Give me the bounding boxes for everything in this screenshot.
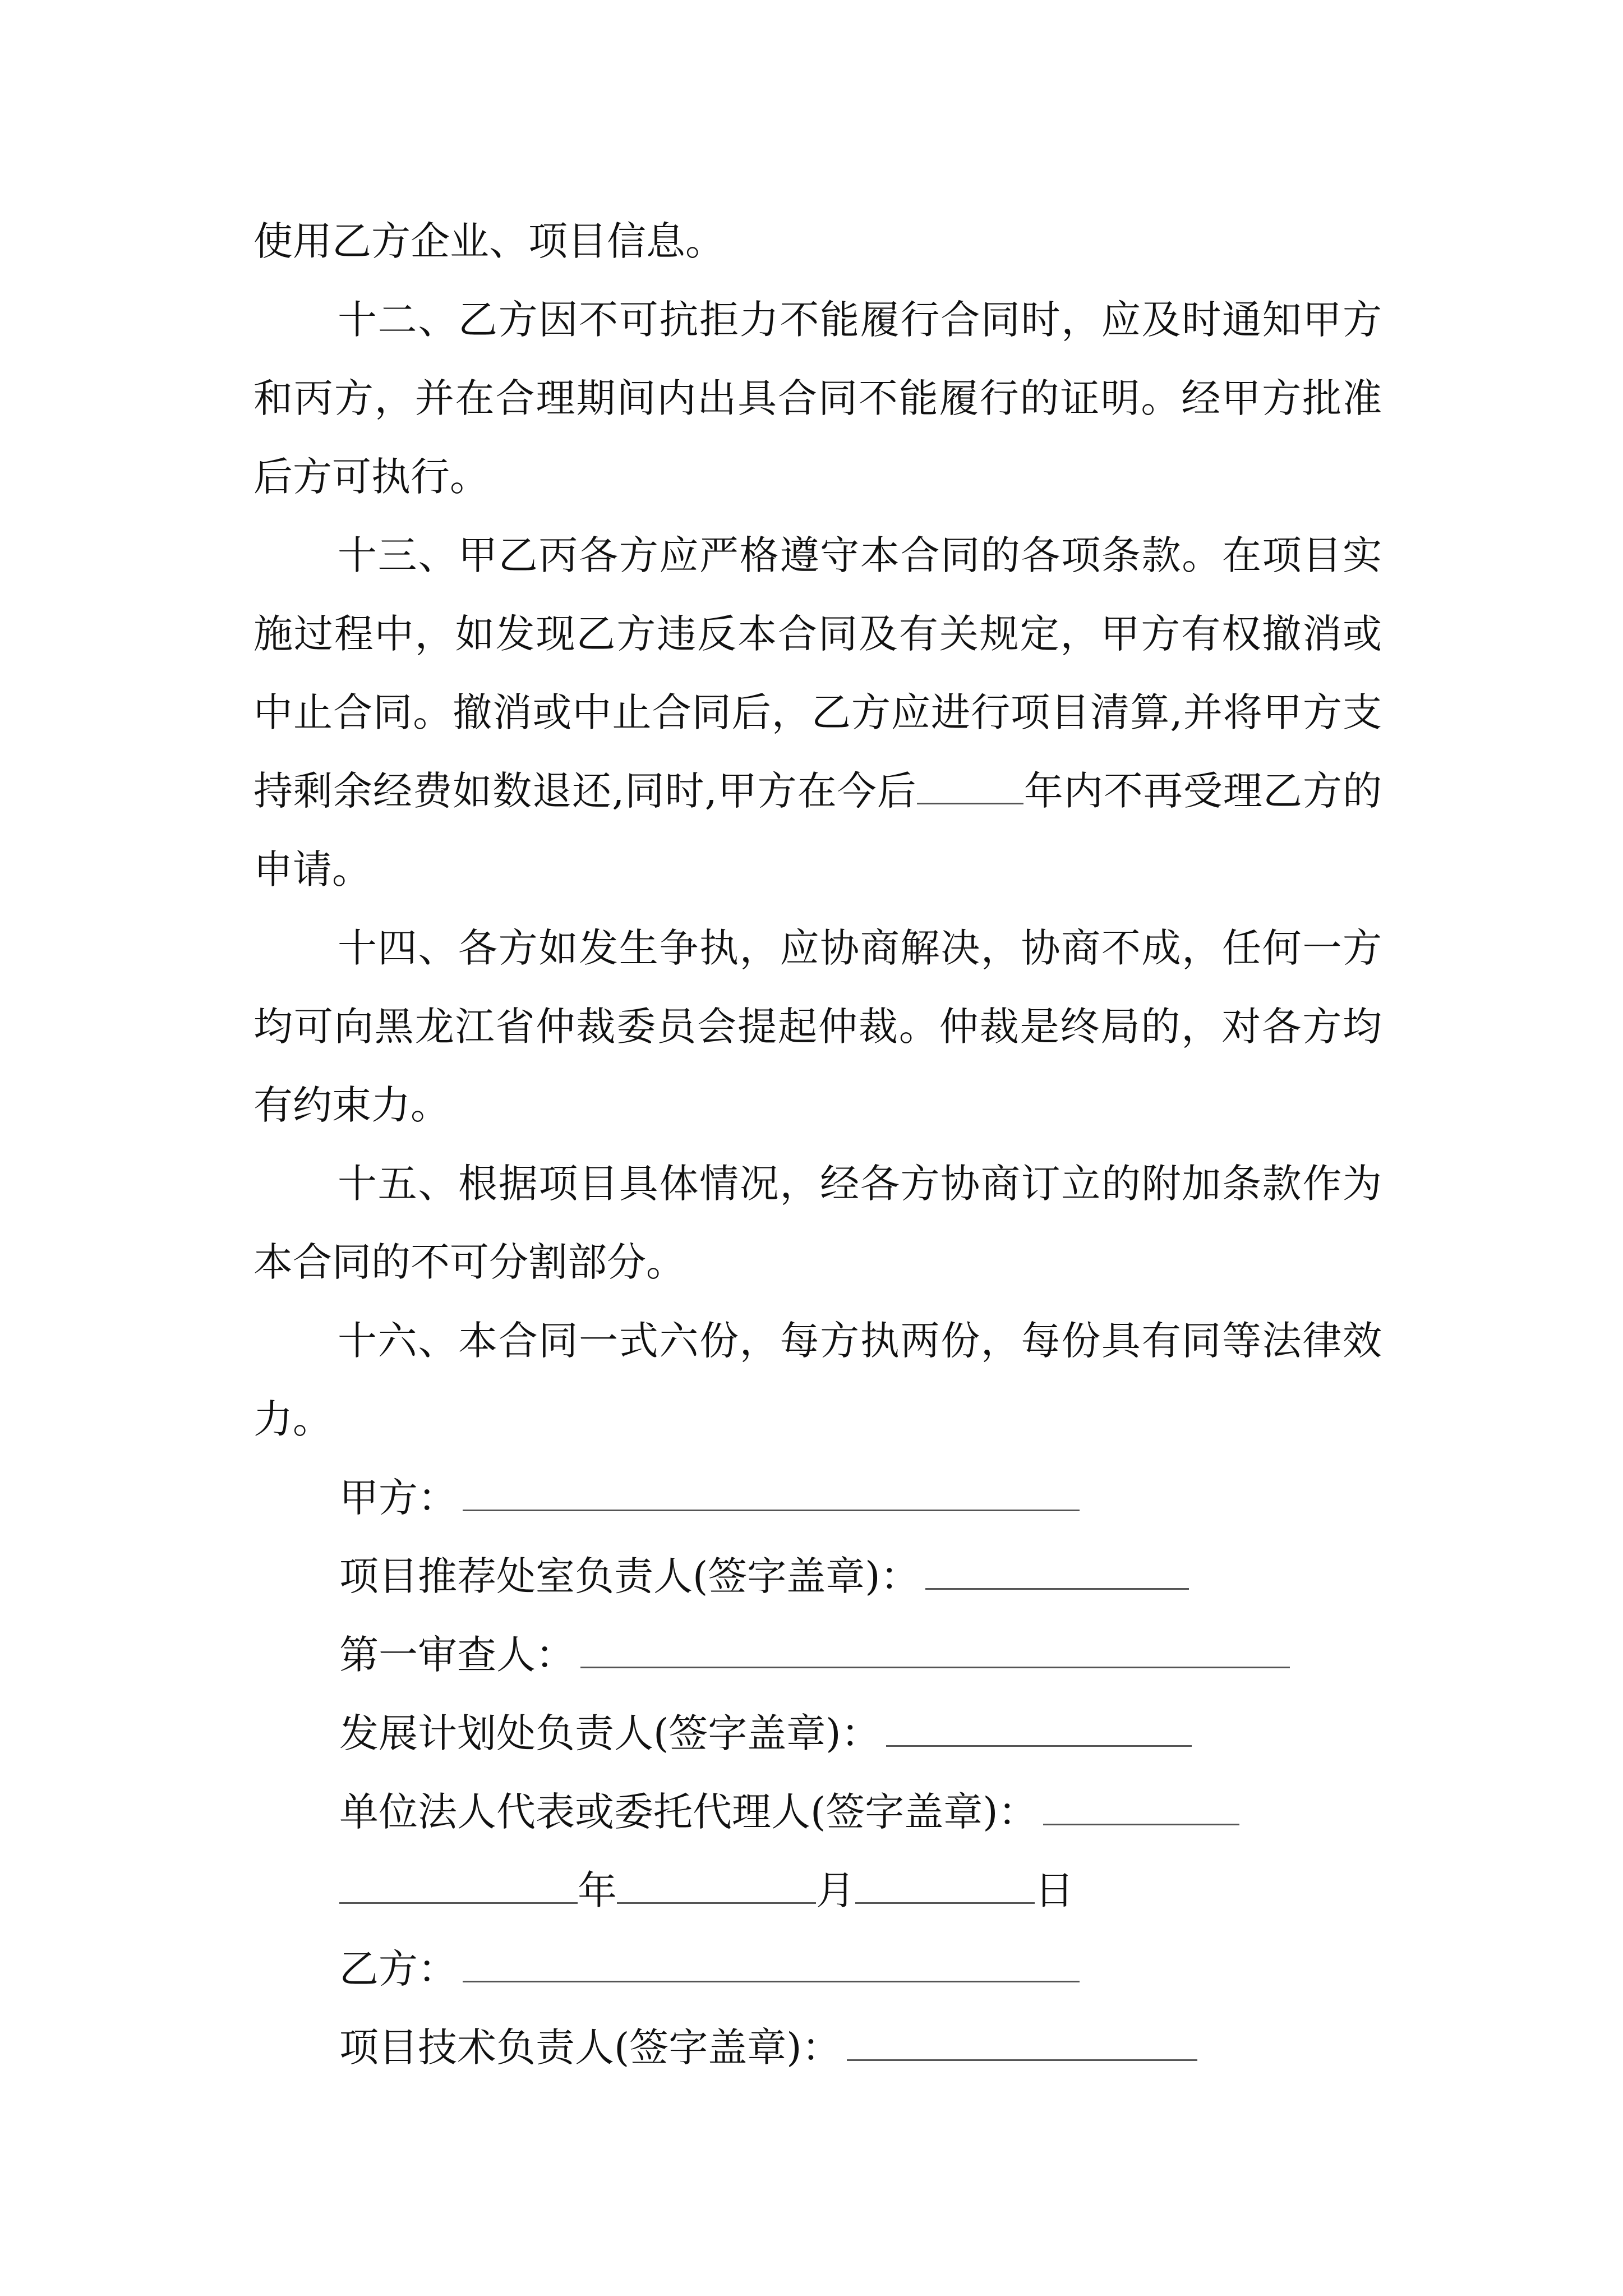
planning-head-blank-field[interactable]: [886, 1706, 1192, 1747]
clause-15: [253, 1144, 1382, 1301]
party-b-label: 乙方：: [339, 1946, 457, 1992]
year-label: 年: [578, 1867, 617, 1913]
paragraph-text: 十四、各方如发生争执，应协商解决，协商不成，任何一方均可向黑龙江省仲裁委员会提起仲裁。仲裁是终局的，对各方均有约束力。: [253, 925, 1382, 1128]
years-blank-field[interactable]: [917, 769, 1023, 804]
tech-head-label: 项目技术负责人(签字盖章)：: [339, 2024, 841, 2070]
clause-16: [253, 1301, 1382, 1458]
month-label: 月: [816, 1867, 855, 1913]
month-blank-field[interactable]: [617, 1863, 816, 1904]
paragraph-text: 十二、乙方因不可抗拒力不能履行合同时，应及时通知甲方和丙方，并在合理期间内出具合同不能履行的证明。经甲方批准后方可执行。: [253, 297, 1382, 500]
paragraph-text: 十三、甲乙丙各方应严格遵守本合同的各项条款。在项目实施过程中，如发现乙方违反本合同及有关规定，甲方有权撤消或中止合同。撤消或中止合同后，乙方应进行项目清算,并将甲方支持剩余经费如数退还,同时,甲方在今后: [253, 532, 1382, 814]
date-line: [339, 1851, 1074, 1930]
party-a-blank-field[interactable]: [463, 1470, 1080, 1511]
clause-12: [253, 280, 1382, 516]
legal-rep-label: 单位法人代表或委托代理人(签字盖章)：: [339, 1789, 1038, 1835]
year-blank-field[interactable]: [339, 1863, 578, 1904]
dept-head-label: 项目推荐处室负责人(签字盖章)：: [339, 1553, 920, 1599]
planning-head-label: 发展计划处负责人(签字盖章)：: [339, 1710, 880, 1756]
legal-rep-line: [339, 1773, 1239, 1851]
day-label: 日: [1035, 1867, 1074, 1913]
party-a-line: [339, 1458, 1080, 1537]
paragraph-text: 十六、本合同一式六份，每方执两份，每份具有同等法律效力。: [253, 1318, 1382, 1442]
planning-head-line: [339, 1694, 1192, 1773]
dept-head-line: [339, 1537, 1189, 1616]
paragraph-text: 年内不再受理乙方的申请。: [253, 768, 1382, 892]
paragraph-text: 使用乙方企业、项目信息。: [253, 218, 725, 264]
paragraph-continuation: [253, 202, 1382, 280]
legal-rep-blank-field[interactable]: [1043, 1784, 1239, 1825]
tech-head-blank-field[interactable]: [847, 2020, 1197, 2061]
dept-head-blank-field[interactable]: [925, 1549, 1189, 1590]
clause-13: [253, 516, 1382, 909]
party-b-blank-field[interactable]: [463, 1941, 1080, 1982]
first-reviewer-line: [339, 1616, 1290, 1694]
tech-head-line: [339, 2008, 1197, 2087]
party-b-line: [339, 1930, 1080, 2008]
clause-14: [253, 909, 1382, 1144]
paragraph-text: 十五、根据项目具体情况，经各方协商订立的附加条款作为本合同的不可分割部分。: [253, 1161, 1382, 1285]
first-reviewer-blank-field[interactable]: [580, 1627, 1290, 1668]
party-a-label: 甲方：: [339, 1475, 457, 1521]
day-blank-field[interactable]: [855, 1863, 1035, 1904]
first-reviewer-label: 第一审查人：: [339, 1632, 575, 1678]
